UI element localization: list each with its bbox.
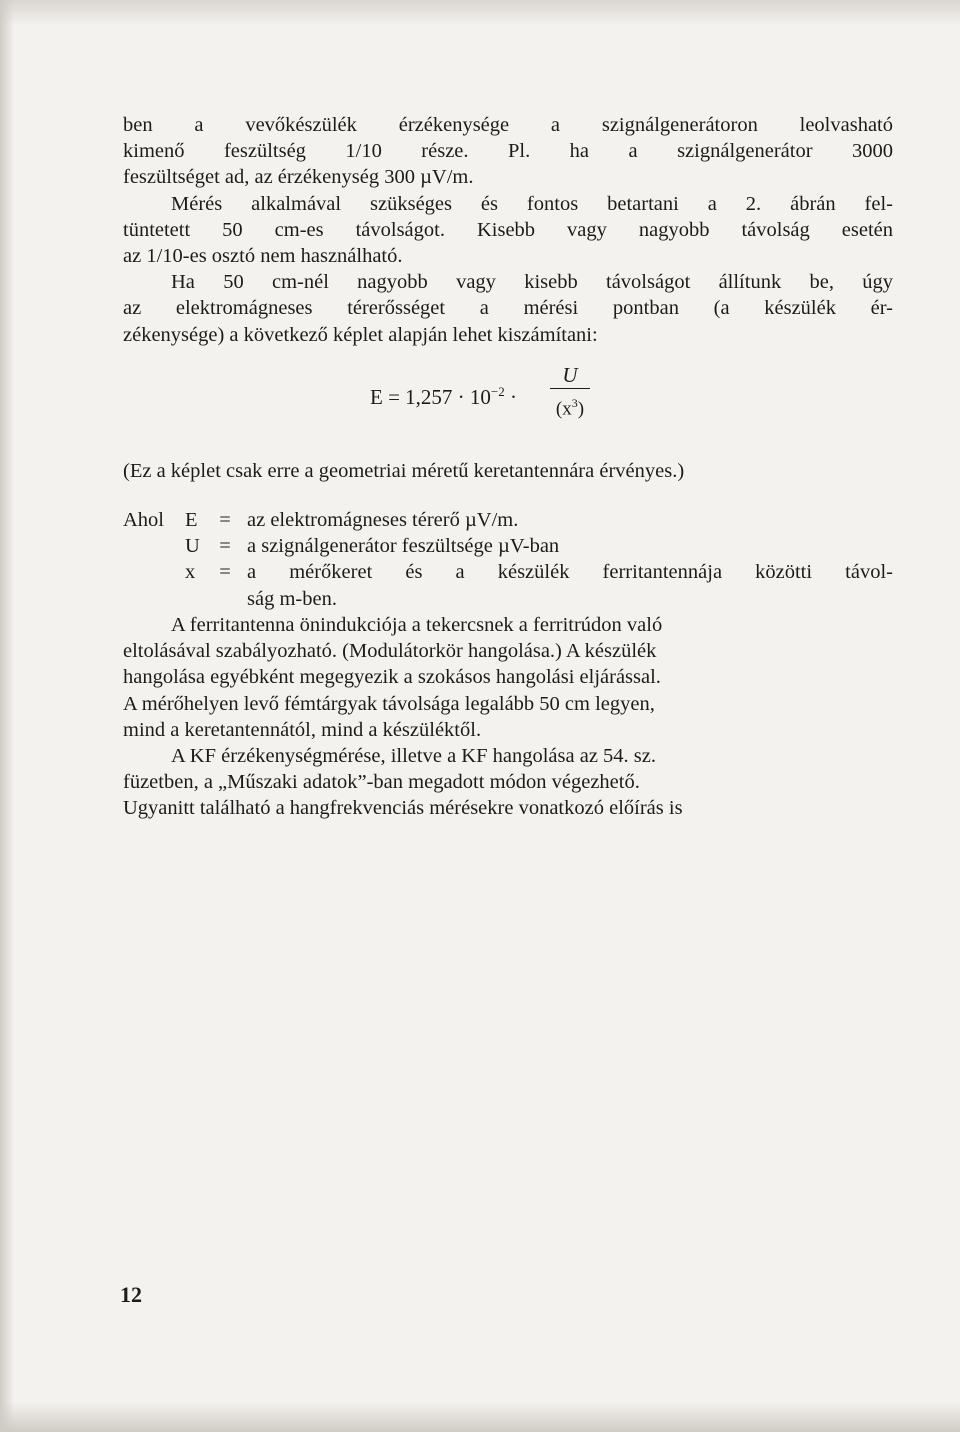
paragraph-line: kimenő feszültség 1/10 része. Pl. ha a szignálgenerátor 3000 [123,140,893,163]
formula-fraction [550,362,590,423]
page-number: 12 [120,1282,142,1307]
formula-denominator [550,389,590,423]
body-text-top [123,112,893,348]
paragraph-line: az 1/10-es osztó nem használható. [123,245,403,268]
paragraph-line: Ha 50 cm-nél nagyobb vagy kisebb távolságot állítunk be, úgy [171,271,893,294]
formula-note: (Ez a képlet csak erre a geometriai méretű keretantennára érvényes.) [123,460,685,482]
paragraph-line: A ferritantenna önindukciója a tekercsnek a ferritrúdon való [171,614,663,636]
scan-shadow-bottom [0,1402,960,1432]
formula-numerator: U [550,362,590,389]
definition-equals: = [219,535,231,558]
definition-symbol: U [185,535,200,558]
paragraph-line: eltolásával szabályozható. (Modulátorkör hangolása.) A készülék [123,640,657,663]
paragraph-line: feszültséget ad, az érzékenység 300 µV/m. [123,166,474,189]
definition-row [123,559,893,585]
paragraph-line: ben a vevőkészülék érzékenysége a szignálgenerátoron leolvasható [123,114,893,136]
paragraph-line: Mérés alkalmával szükséges és fontos betartani a 2. ábrán fel- [171,192,893,215]
field-strength-formula [370,362,630,432]
paragraph-line: Ugyanitt található a hangfrekvenciás mérésekre vonatkozó előírás is [123,797,683,820]
denominator-base: (x [555,398,572,420]
definition-symbol: E [185,509,198,531]
paragraph-line: az elektromágneses térerősséget a mérési pontban (a készülék ér- [123,297,893,320]
formula-dot: · [504,385,518,409]
denominator-exponent: 3 [571,396,578,410]
definition-spacer [123,533,185,559]
definition-symbol: x [185,561,196,584]
paragraph-line: tüntetett 50 cm-es távolságot. Kisebb vagy nagyobb távolság esetén [123,218,893,241]
body-text-bottom [123,612,893,822]
paragraph-line: A KF érzékenységmérése, illetve a KF hangolása az 54. sz. [171,745,657,768]
definitions-intro: Ahol [123,509,164,531]
paragraph-line: zékenysége) a következő képlet alapján lehet kiszámítani: [123,323,598,346]
definition-spacer [123,559,185,585]
definition-equals: = [219,509,231,531]
definition-row [123,533,893,559]
definition-continuation: ság m-ben. [247,587,337,610]
scan-shadow-left [0,0,14,1432]
formula-exponent: −2 [490,384,505,399]
paragraph-line: hangolása egyébként megegyezik a szokásos hangolási eljárással. [123,666,661,689]
paragraph-line: füzetben, a „Műszaki adatok”-ban megadott módon végezhető. [123,771,640,794]
formula-main: E = 1,257 · 10 [370,385,491,409]
symbol-definitions [123,507,893,612]
paragraph-line: A mérőhelyen levő fémtárgyak távolsága legalább 50 cm legyen, [123,692,655,715]
definition-text: a mérőkeret és a készülék ferritantennája közötti távol- [247,561,893,584]
definition-row [123,507,893,533]
definition-text: a szignálgenerátor feszültsége µV-ban [247,535,560,558]
paragraph-line: mind a keretantennától, mind a készüléktől. [123,718,482,741]
denominator-close: ) [577,398,585,420]
definition-text: az elektromágneses térerő µV/m. [247,509,519,531]
definition-equals: = [219,561,231,584]
formula-lhs [370,384,517,410]
scan-shadow-top [0,0,960,26]
